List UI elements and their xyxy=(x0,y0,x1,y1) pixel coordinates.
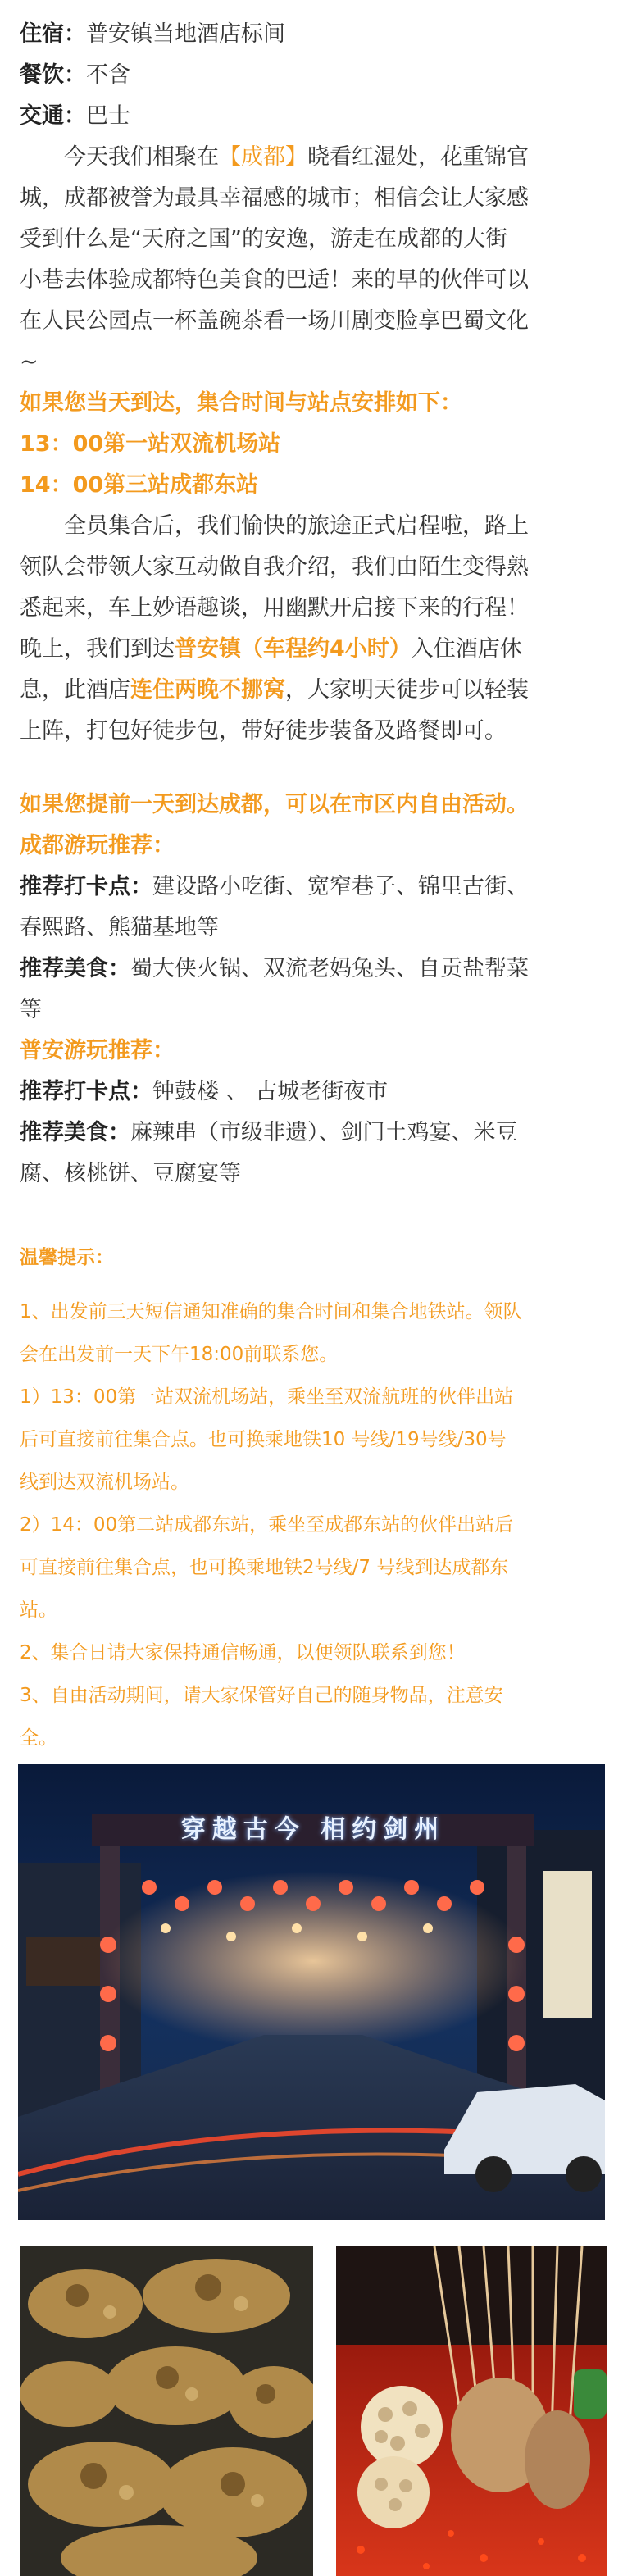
tip-1a: 1、出发前三天短信通知准确的集合时间和集合地铁站。领队 xyxy=(20,1301,522,1322)
tip-1b: 会在出发前一天下午18:00前联系您。 xyxy=(20,1344,339,1365)
intro-text: 晓看红湿处，花重锦官 xyxy=(307,144,529,170)
intro-line-1 xyxy=(20,136,603,179)
intro-line-4: 小巷去体验成都特色美食的巴适！来的早的伙伴可以 xyxy=(20,267,529,293)
spicy-skewers-photo xyxy=(336,2246,607,2576)
tip-4: 2、集合日请大家保持通信畅通，以便领队联系到您！ xyxy=(20,1642,466,1663)
journey-line-6: 上阵，打包好徒步包，带好徒步装备及路餐即可。 xyxy=(20,718,507,744)
journey-line-5 xyxy=(20,669,603,712)
journey-text: ，大家明天徒步可以轻装 xyxy=(285,677,529,703)
early-heading: 如果您提前一天到达成都，可以在市区内自由活动。 xyxy=(20,792,529,817)
puan-food-line-1 xyxy=(20,1112,603,1154)
tip-3c: 站。 xyxy=(20,1600,57,1621)
tip-2a: 1）13：00第一站双流机场站，乘坐至双流航班的伙伴出站 xyxy=(20,1386,514,1408)
chengdu-rec-title: 成都游玩推荐： xyxy=(20,833,175,858)
chengdu-spots-line-2: 春熙路、熊猫基地等 xyxy=(20,915,219,940)
old-street-night-photo xyxy=(18,1764,605,2220)
chengdu-food: 蜀大侠火锅、双流老妈兔头、自贡盐帮菜 xyxy=(130,956,529,981)
chengdu-food-line-2: 等 xyxy=(20,997,42,1022)
transport-row xyxy=(20,95,603,138)
arrival-heading: 如果您当天到达，集合时间与站点安排如下： xyxy=(20,390,462,416)
puan-food: 麻辣串（市级非遗）、剑门土鸡宴、米豆 xyxy=(130,1120,518,1145)
braised-snack-photo xyxy=(20,2246,313,2576)
journey-text: 入住酒店休 xyxy=(411,636,522,662)
journey-line-3: 悉起来，车上妙语趣谈，用幽默开启接下来的行程！ xyxy=(20,595,529,621)
puan-highlight: 普安镇（车程约4小时） xyxy=(175,636,412,662)
street-sign-text: 穿越古今 相约剑州 xyxy=(180,1815,446,1844)
tip-2c: 线到达双流机场站。 xyxy=(20,1472,189,1493)
puan-spots: 钟鼓楼 、 古城老街夜市 xyxy=(152,1079,389,1104)
lodging-value: 普安镇当地酒店标间 xyxy=(86,21,285,47)
journey-text: 息，此酒店 xyxy=(20,677,130,703)
chengdu-spots: 建设路小吃街、宽窄巷子、锦里古街、 xyxy=(152,874,529,899)
puan-spots-line xyxy=(20,1071,603,1113)
intro-line-2: 城，成都被誉为最具幸福感的城市；相信会让大家感 xyxy=(20,185,529,211)
intro-line-6: ~ xyxy=(20,349,39,375)
meals-row xyxy=(20,54,603,97)
chengdu-food-line-1 xyxy=(20,948,603,990)
tip-5b: 全。 xyxy=(20,1727,57,1749)
meals-value: 不含 xyxy=(86,62,130,88)
spots-label: 推荐打卡点： xyxy=(20,874,152,899)
puan-food-line-2: 腐、核桃饼、豆腐宴等 xyxy=(20,1161,241,1186)
food-label: 推荐美食： xyxy=(20,956,130,981)
meals-label: 餐饮： xyxy=(20,62,86,88)
journey-text: 晚上，我们到达 xyxy=(20,636,175,662)
tip-3a: 2）14：00第二站成都东站，乘坐至成都东站的伙伴出站后 xyxy=(20,1514,514,1536)
two-nights-highlight: 连住两晚不挪窝 xyxy=(130,677,285,703)
chengdu-spots-line-1 xyxy=(20,866,603,908)
tips-title: 温馨提示： xyxy=(20,1247,114,1268)
tip-5a: 3、自由活动期间，请大家保管好自己的随身物品，注意安 xyxy=(20,1685,503,1706)
arrival-stop-2: 14：00第三站成都东站 xyxy=(20,472,259,498)
puan-rec-title: 普安游玩推荐： xyxy=(20,1038,175,1063)
spots-label: 推荐打卡点： xyxy=(20,1079,152,1104)
journey-line-4 xyxy=(20,628,603,671)
transport-label: 交通： xyxy=(20,103,86,129)
food-label: 推荐美食： xyxy=(20,1120,130,1145)
intro-line-5: 在人民公园点一杯盖碗茶看一场川剧变脸享巴蜀文化 xyxy=(20,308,529,334)
arrival-stop-1: 13：00第一站双流机场站 xyxy=(20,431,281,457)
tip-2b: 后可直接前往集合点。也可换乘地铁10 号线/19号线/30号 xyxy=(20,1429,507,1450)
journey-line-1: 全员集合后，我们愉快的旅途正式启程啦，路上 xyxy=(64,513,529,539)
journey-line-2: 领队会带领大家互动做自我介绍，我们由陌生变得熟 xyxy=(20,554,529,580)
tip-3b: 可直接前往集合点，也可换乘地铁2号线/7 号线到达成都东 xyxy=(20,1557,509,1578)
intro-text: 今天我们相聚在 xyxy=(64,144,219,170)
intro-line-3: 受到什么是“天府之国”的安逸，游走在成都的大街 xyxy=(20,226,507,252)
chengdu-highlight: 【成都】 xyxy=(219,144,307,170)
lodging-label: 住宿： xyxy=(20,21,86,47)
lodging-row xyxy=(20,13,603,56)
transport-value: 巴士 xyxy=(86,103,130,129)
